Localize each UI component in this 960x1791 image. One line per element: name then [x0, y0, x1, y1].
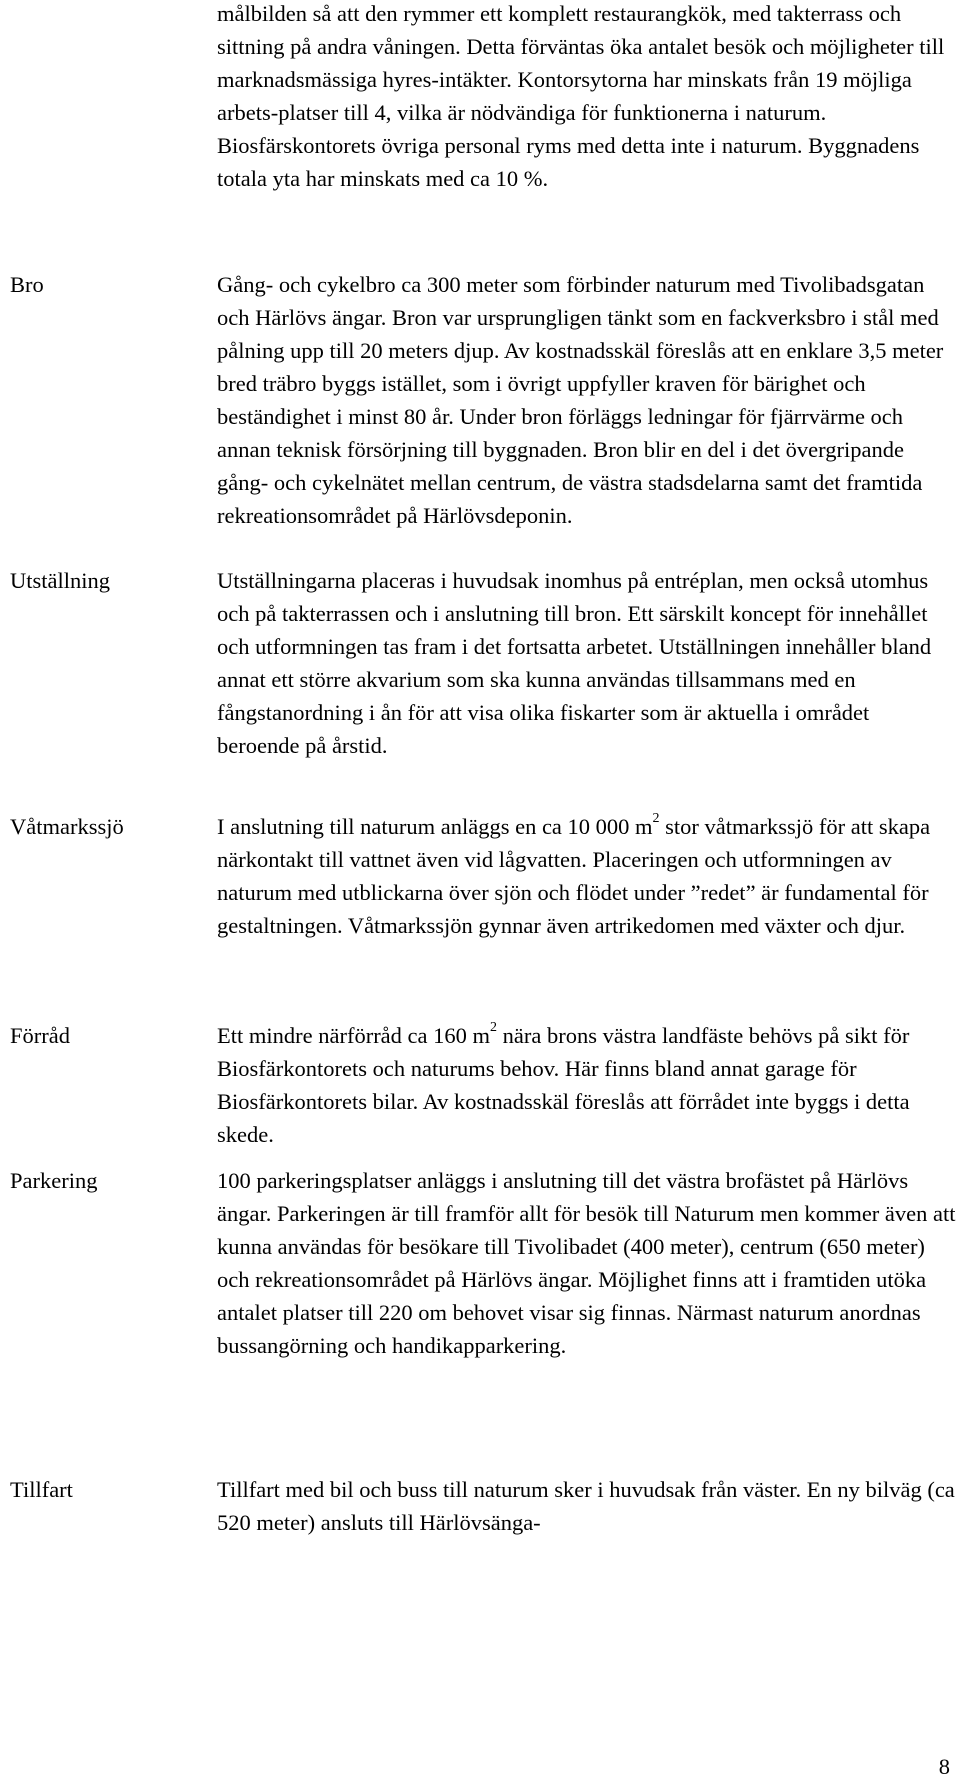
section-text: Gång- och cykelbro ca 300 meter som förbinder naturum med Tivolibadsgatan och Härlövs ängar. Bron var ursprungligen tänkt som en fackverksbro i stål med pålning upp till 20 meters djup. Av kostnadsskäl föreslås att en enklare 3,5 meter bred träbro byggs istället, som i övrigt uppfyller kraven för bärighet och beständighet i minst 80 år. Under bron förläggs ledningar för fjärrvärme och annan teknisk försörjning till byggnaden. Bron blir en del i det övergripande gång- och cykelnätet mellan centrum, de västra stadsdelarna samt det framtida rekreationsområdet på Härlövsdeponin. — [217, 272, 944, 528]
section-term: Förråd — [10, 1023, 70, 1048]
page-number: 8 — [938, 1754, 950, 1779]
section-text: Utställningarna placeras i huvudsak inomhus på entréplan, men också utomhus och på takterrassen och i anslutning till bron. Ett särskilt koncept för innehållet och utformningen tas fram i det fortsatta arbetet. Utställningen innehåller bland annat ett större akvarium som ska kunna användas tillsammans med en fångstanordning i ån för att visa olika fiskarter som är aktuella i området beroende på årstid. — [217, 568, 932, 758]
section-text: 100 parkeringsplatser anläggs i anslutning till det västra brofästet på Härlövs ängar. Parkeringen är till framför allt för besök till Naturum men kommer även att kunna användas för besökare till Tivolibadet (400 meter), centrum (650 meter) och rekreationsområdet på Härlövs ängar. Möjlighet finns att i framtiden utöka antalet platser till 220 om behovet visar sig finnas. Närmast naturum anordnas bussangörning och handikapparkering. — [217, 1168, 956, 1358]
superscript: 2 — [652, 811, 660, 826]
text-before-sup: Ett mindre närförråd ca 160 m — [217, 1023, 491, 1048]
section-term: Tillfart — [10, 1477, 73, 1502]
section-term: Bro — [10, 272, 44, 297]
section-term: Våtmarkssjö — [10, 814, 124, 839]
section-term: Parkering — [10, 1168, 98, 1193]
section-text — [217, 1019, 957, 1151]
section-text — [217, 810, 957, 942]
superscript: 2 — [490, 1020, 498, 1035]
intro-paragraph: målbilden så att den rymmer ett komplett restaurangkök, med takterrass och sittning på andra våningen. Detta förväntas öka antalet besök och möjligheter till marknadsmässiga hyres-intäkter. Kontorsytorna har minskats från 19 möjliga arbets-platser till 4, vilka är nödvändiga för funktionerna i naturum. Biosfärskontorets övriga personal ryms med detta inte i naturum. Byggnadens totala yta har minskats med ca 10 %. — [217, 1, 945, 191]
section-term: Utställning — [10, 568, 110, 593]
text-after-sup: stor våtmarkssjö för att skapa närkontakt till vattnet även vid lågvatten. Placeringen och utformningen av naturum med utblickarna över sjön och flödet under ”redet” är fundamental för gestaltningen. Våtmarkssjön gynnar även artrikedomen med växter och djur. — [217, 814, 931, 938]
text-before-sup: I anslutning till naturum anläggs en ca 10 000 m — [217, 814, 653, 839]
section-text: Tillfart med bil och buss till naturum sker i huvudsak från väster. En ny bilväg (ca 520 meter) ansluts till Härlövsänga- — [217, 1477, 955, 1535]
text-after-sup: nära brons västra landfäste behövs på sikt för Biosfärkontorets och naturums behov. Här finns bland annat garage för Biosfärkontorets bilar. Av kostnadsskäl föreslås att förrådet inte byggs i detta skede. — [217, 1023, 910, 1147]
